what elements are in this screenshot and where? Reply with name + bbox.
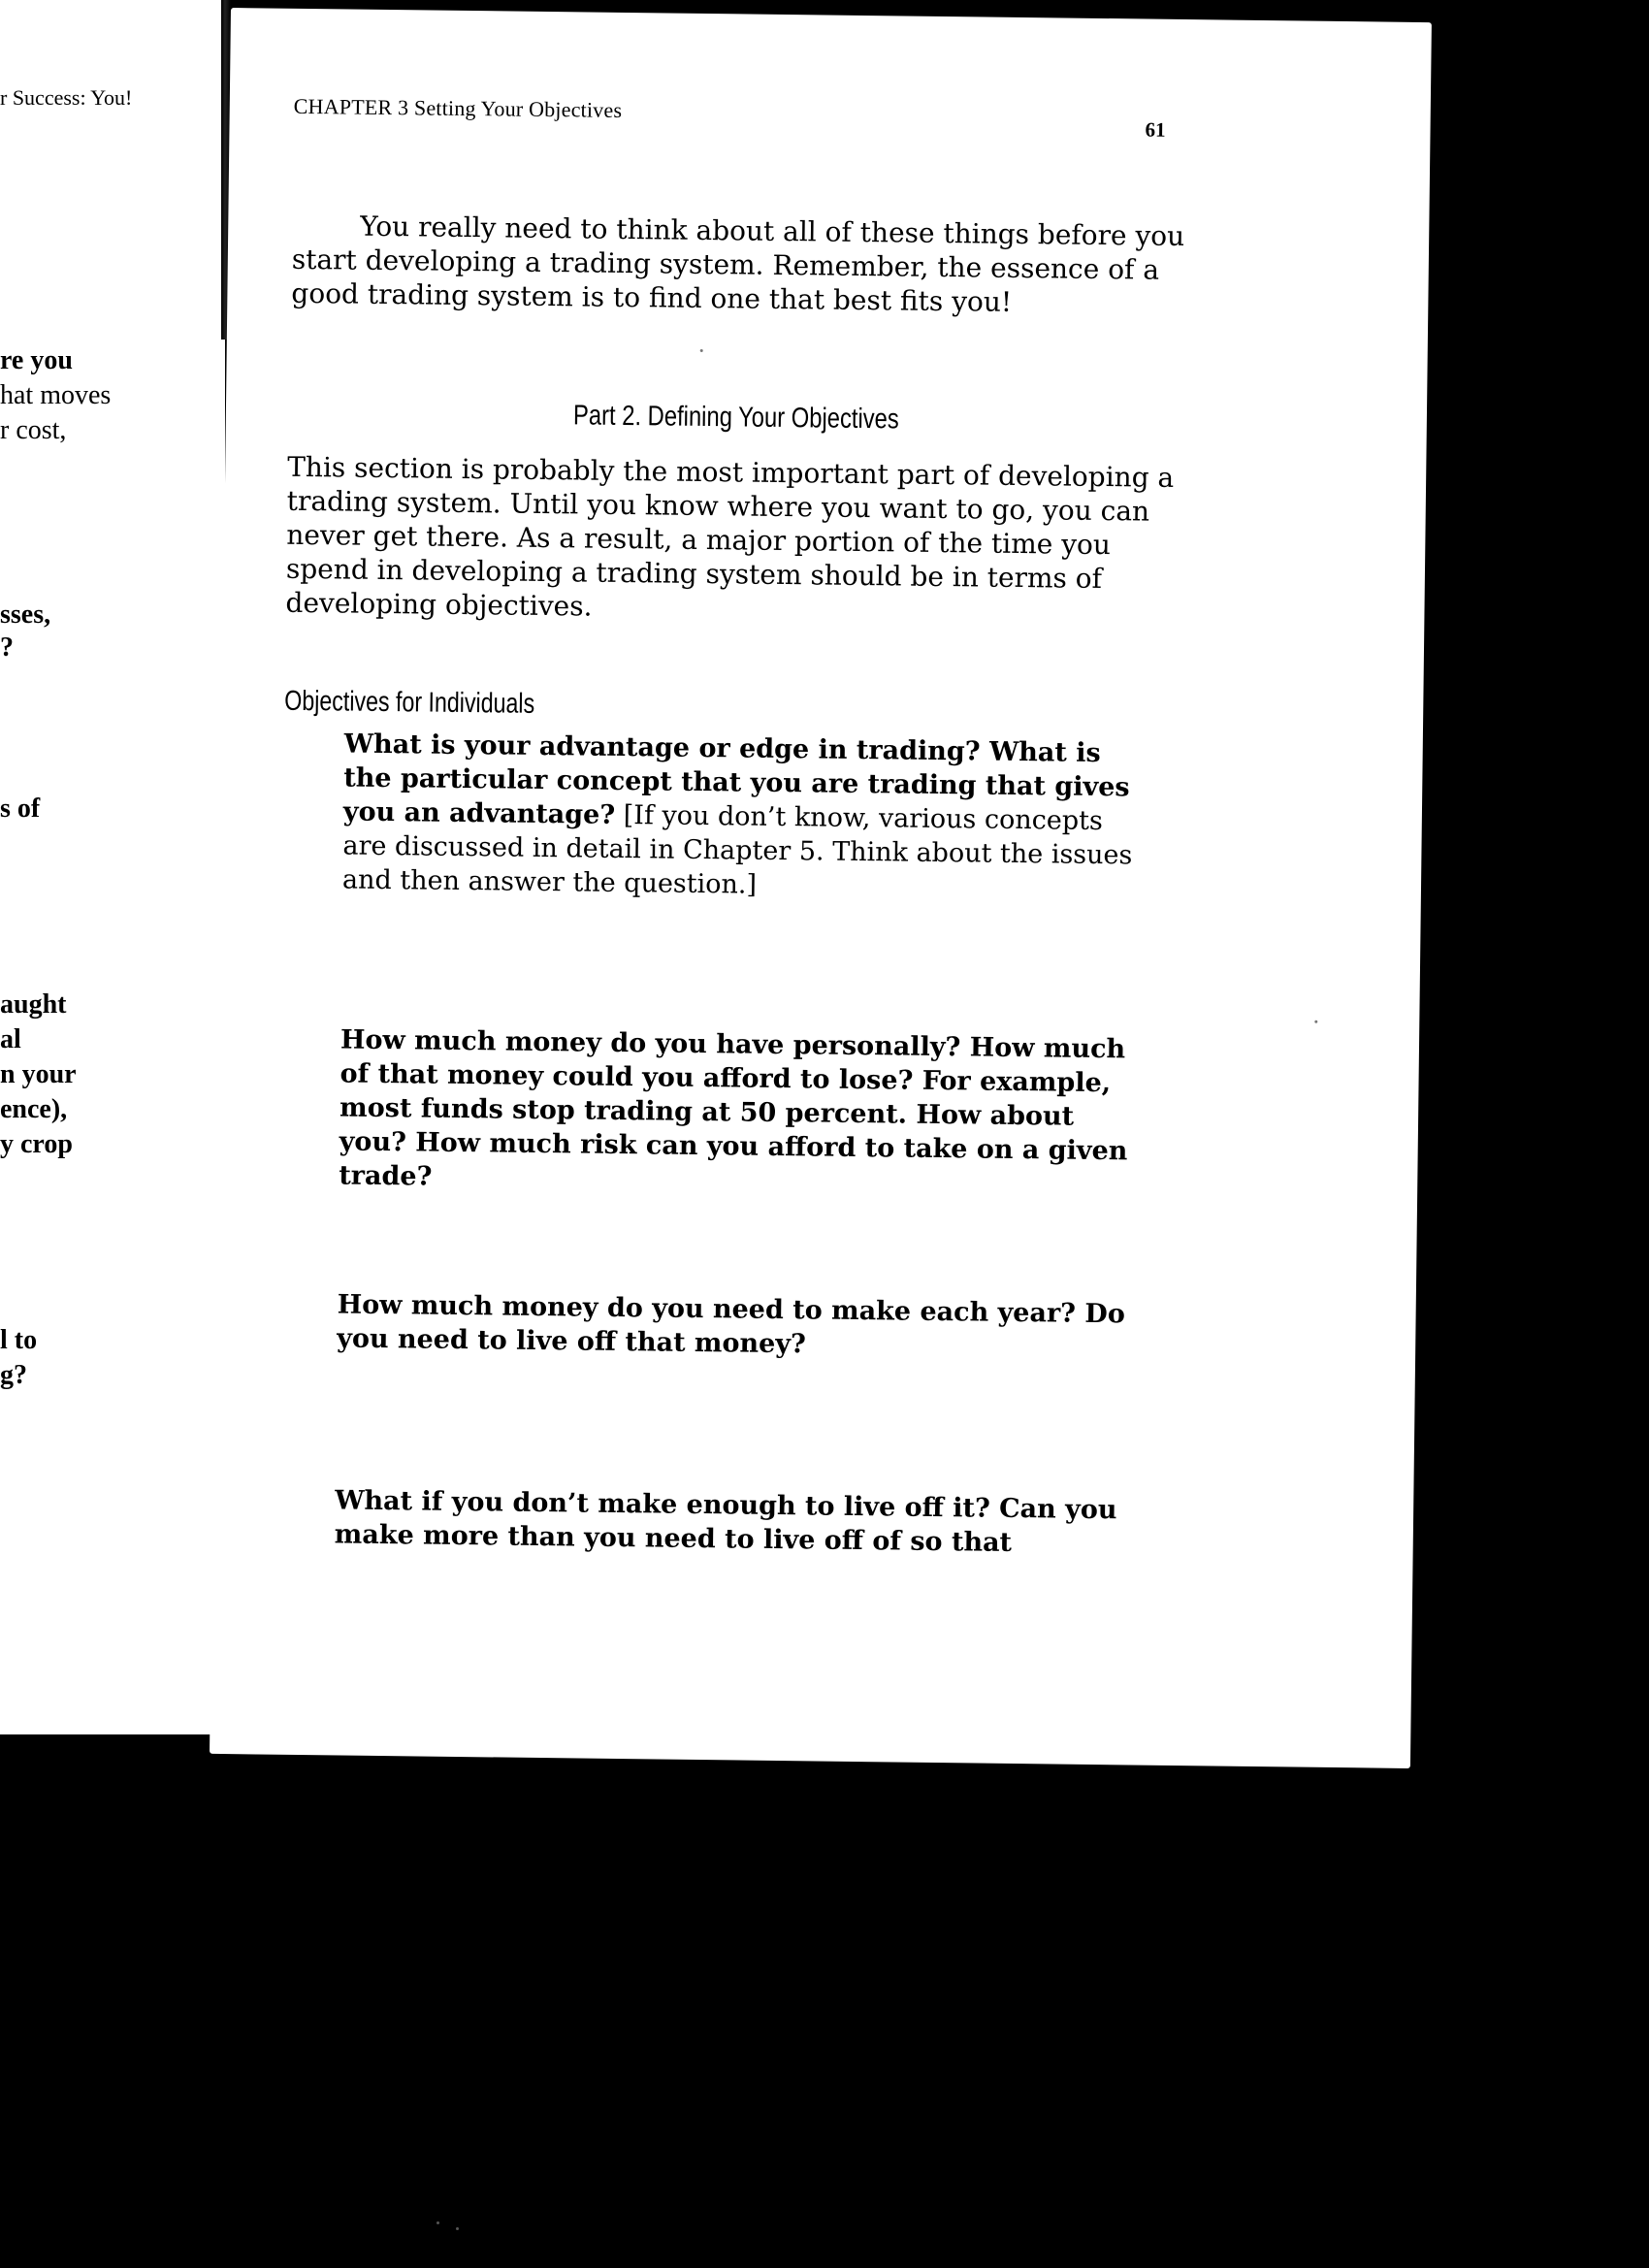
section-paragraph: This section is probably the most important part of developing a trading system. Until you know where you want to go, you can never get there. As a result, a major portion of the time you spend in developing a trading system should be in terms of developing objectives. [285, 450, 1175, 623]
question-item [339, 1022, 1136, 1202]
left-page-fragment: n your [0, 1059, 77, 1089]
question-bold-text: How much money do you have personally? How much of that money could you afford to lose? For example, most funds stop trading at 50 percent. How about you? How much risk can you afford to take on a given trade? [339, 1024, 1128, 1192]
scan-speck [456, 2227, 459, 2230]
subheading: Objectives for Individuals [284, 685, 535, 720]
intro-paragraph: You really need to think about all of these things before you start developing a trading system. Remember, the essence of a good trading system is to find one that best fits you! [291, 210, 1185, 318]
left-facing-page [0, 0, 225, 1734]
left-page-fragment: sses, [0, 599, 51, 630]
question-note-text: [If you don’t know, various concepts are discussed in detail in Chapter 5. Think about the issues and then answer the question.] [341, 799, 1133, 900]
left-page-fragment: aught [0, 989, 67, 1020]
left-page-running-head: r Success: You! [0, 85, 133, 110]
left-page-fragment: ence), [0, 1094, 68, 1124]
question-item [337, 1287, 1133, 1365]
section-heading: Part 2. Defining Your Objectives [572, 400, 899, 436]
left-page-fragment: al [0, 1024, 21, 1054]
question-bold-text: What if you don’t make enough to live off it? Can you make more than you need to live off of so that [334, 1485, 1117, 1558]
left-page-fragment: re you [0, 345, 73, 375]
question-item [342, 727, 1140, 906]
question-item [335, 1483, 1131, 1561]
running-head: CHAPTER 3 Setting Your Objectives [293, 93, 623, 122]
left-page-fragment: s of [0, 794, 41, 824]
left-page-fragment: r cost, [0, 415, 67, 445]
scan-speck [436, 2221, 439, 2224]
scan-speck [700, 349, 703, 352]
book-page [210, 8, 1432, 1768]
left-page-fragment: ? [0, 632, 14, 663]
question-bold-text: What is your advantage or edge in trading? What is the particular concept that you are trading that gives you an advantage? [342, 729, 1130, 830]
page-number: 61 [1145, 117, 1166, 142]
scan-speck [1314, 1021, 1317, 1023]
question-bold-text: How much money do you need to make each year? Do you need to live off that money? [337, 1289, 1126, 1360]
left-page-fragment: g? [0, 1360, 27, 1390]
left-page-fragment: hat moves [0, 380, 112, 410]
left-page-fragment: l to [0, 1325, 38, 1355]
left-page-fragment: y crop [0, 1129, 73, 1159]
